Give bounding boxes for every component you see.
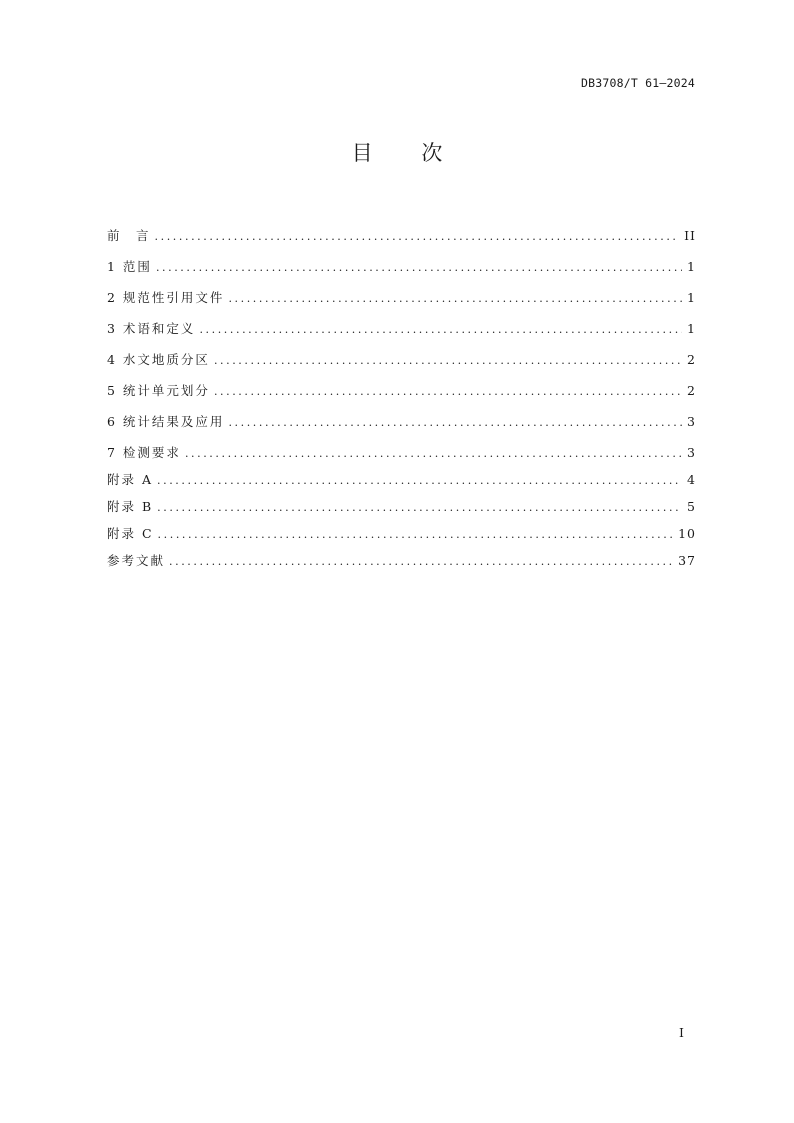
toc-dot-leader	[214, 381, 682, 401]
toc-entry-foreword[interactable]	[107, 226, 696, 246]
toc-dot-leader	[158, 524, 674, 544]
toc-entry-scope[interactable]	[107, 257, 696, 277]
toc-entry-page: 1	[687, 290, 696, 305]
toc-entry-page: 5	[687, 499, 696, 514]
toc-entry-label: 附录 B	[107, 499, 154, 514]
toc-entry-label: 3 术语和定义	[107, 321, 196, 336]
toc-entry-label: 5 统计单元划分	[107, 383, 210, 398]
toc-dot-leader	[185, 443, 682, 463]
toc-entry-page: II	[684, 228, 696, 243]
toc-entry-hydrogeological-zoning[interactable]	[107, 350, 696, 370]
toc-entry-normative-references[interactable]	[107, 288, 696, 308]
toc-entry-page: 1	[687, 321, 696, 336]
toc-dot-leader	[228, 412, 682, 432]
toc-entry-label: 2 规范性引用文件	[107, 290, 225, 305]
toc-entry-label: 附录 C	[107, 526, 154, 541]
toc-entry-label: 附录 A	[107, 472, 154, 487]
toc-entry-label: 4 水文地质分区	[107, 352, 210, 367]
toc-entry-page: 10	[678, 526, 696, 541]
toc-entry-page: 1	[687, 259, 696, 274]
toc-dot-leader	[169, 551, 673, 571]
toc-dot-leader	[214, 350, 682, 370]
toc-entry-label: 6 统计结果及应用	[107, 414, 225, 429]
toc-dot-leader	[157, 470, 682, 490]
toc-entry-page: 2	[687, 383, 696, 398]
toc-entry-page: 3	[687, 445, 696, 460]
toc-entry-label: 前 言	[107, 228, 151, 243]
toc-entry-page: 4	[687, 472, 696, 487]
toc-entry-appendix-b[interactable]	[107, 497, 696, 517]
toc-dot-leader	[228, 288, 682, 308]
toc-entry-terms-definitions[interactable]	[107, 319, 696, 339]
toc-entry-results-application[interactable]	[107, 412, 696, 432]
toc-entry-bibliography[interactable]	[107, 551, 696, 571]
document-code: DB3708/T 61—2024	[581, 76, 695, 90]
toc-dot-leader	[157, 497, 682, 517]
toc-entry-label: 参考文献	[107, 553, 166, 568]
toc-dot-leader	[155, 226, 680, 246]
toc-entry-label: 7 检测要求	[107, 445, 181, 460]
toc-entry-testing-requirements[interactable]	[107, 443, 696, 463]
toc-entry-appendix-a[interactable]	[107, 470, 696, 490]
toc-dot-leader	[199, 319, 682, 339]
toc-list	[107, 226, 696, 571]
toc-entry-appendix-c[interactable]	[107, 524, 696, 544]
toc-entry-page: 2	[687, 352, 696, 367]
toc-title: 目 次	[351, 141, 464, 165]
page-number: I	[679, 1025, 684, 1040]
toc-entry-label: 1 范围	[107, 259, 152, 274]
toc-entry-page: 37	[678, 553, 696, 568]
toc-entry-statistical-units[interactable]	[107, 381, 696, 401]
toc-dot-leader	[156, 257, 682, 277]
toc-entry-page: 3	[687, 414, 696, 429]
